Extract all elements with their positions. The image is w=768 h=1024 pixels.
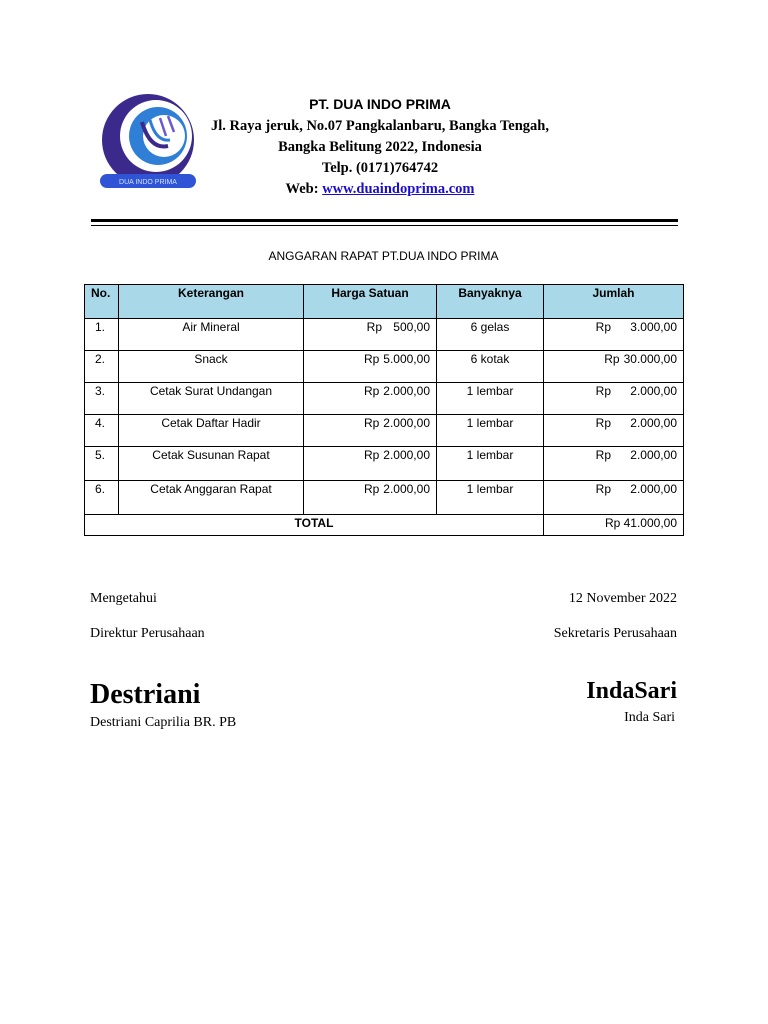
row-qty: 1 lembar xyxy=(437,383,544,415)
row-total xyxy=(544,415,684,447)
price-value: 2.000,00 xyxy=(383,416,430,430)
row-total xyxy=(544,351,684,383)
total-amount: Rp 41.000,00 xyxy=(544,515,684,536)
table-row xyxy=(85,319,684,351)
total-currency: Rp xyxy=(595,320,611,334)
row-no: 4. xyxy=(85,415,119,447)
table-row xyxy=(85,447,684,481)
price-value: 500,00 xyxy=(393,320,430,334)
total-value: 2.000,00 xyxy=(630,448,677,462)
phone: Telp. (0171)764742 xyxy=(321,160,439,176)
table-row xyxy=(85,383,684,415)
total-currency: Rp xyxy=(595,416,611,430)
web-label: Web: xyxy=(285,181,319,197)
row-qty: 1 lembar xyxy=(437,415,544,447)
budget-table xyxy=(84,284,684,536)
row-no: 5. xyxy=(85,447,119,481)
header-keterangan: Keterangan xyxy=(119,285,304,319)
row-price xyxy=(304,415,437,447)
header-no: No. xyxy=(85,285,119,319)
total-value: 2.000,00 xyxy=(630,384,677,398)
table-row xyxy=(85,415,684,447)
director-signature: Destriani xyxy=(90,679,201,710)
row-qty: 6 gelas xyxy=(437,319,544,351)
row-qty: 6 kotak xyxy=(437,351,544,383)
price-currency: Rp xyxy=(366,320,382,334)
price-currency: Rp xyxy=(363,352,380,366)
address-line-2: Bangka Belitung 2022, Indonesia xyxy=(278,139,482,155)
row-price xyxy=(304,447,437,481)
table-row xyxy=(85,481,684,515)
row-qty: 1 lembar xyxy=(437,481,544,515)
row-total xyxy=(544,383,684,415)
header-jumlah: Jumlah xyxy=(544,285,684,319)
row-price xyxy=(304,319,437,351)
row-no: 1. xyxy=(85,319,119,351)
total-row xyxy=(85,515,684,536)
row-item: Cetak Anggaran Rapat xyxy=(119,481,304,515)
total-currency: Rp xyxy=(604,352,620,366)
price-value: 2.000,00 xyxy=(383,384,430,398)
price-currency: Rp xyxy=(363,482,380,496)
company-logo xyxy=(90,92,206,192)
row-total xyxy=(544,319,684,351)
row-total xyxy=(544,447,684,481)
secretary-signature: IndaSari xyxy=(586,678,677,704)
total-currency: Rp xyxy=(595,384,611,398)
header-harga-satuan: Harga Satuan xyxy=(304,285,437,319)
row-no: 6. xyxy=(85,481,119,515)
letterhead xyxy=(205,94,555,200)
total-value: 3.000,00 xyxy=(630,320,677,334)
row-total xyxy=(544,481,684,515)
row-price xyxy=(304,481,437,515)
total-value: 2.000,00 xyxy=(630,416,677,430)
total-value: 2.000,00 xyxy=(630,482,677,496)
divider-thin xyxy=(91,225,678,226)
web-link[interactable]: www.duaindoprima.com xyxy=(322,181,475,197)
web-line xyxy=(205,179,555,200)
price-value: 2.000,00 xyxy=(383,448,430,462)
row-item: Cetak Susunan Rapat xyxy=(119,447,304,481)
row-item: Cetak Daftar Hadir xyxy=(119,415,304,447)
total-currency: Rp xyxy=(595,448,611,462)
table-header-row xyxy=(85,285,684,319)
price-currency: Rp xyxy=(363,384,380,398)
table-row xyxy=(85,351,684,383)
total-value: 30.000,00 xyxy=(623,352,677,366)
price-value: 2.000,00 xyxy=(383,482,430,496)
price-currency: Rp xyxy=(363,416,380,430)
company-name: PT. DUA INDO PRIMA xyxy=(309,96,451,112)
row-item: Air Mineral xyxy=(119,319,304,351)
total-label: TOTAL xyxy=(85,515,544,536)
row-price xyxy=(304,383,437,415)
logo-text: DUA INDO PRIMA xyxy=(119,179,177,186)
row-price xyxy=(304,351,437,383)
price-value: 5.000,00 xyxy=(383,352,430,366)
document-date: 12 November 2022 xyxy=(568,591,677,606)
acknowledged-label: Mengetahui xyxy=(90,591,157,606)
total-currency: Rp xyxy=(595,482,611,496)
director-role: Direktur Perusahaan xyxy=(90,626,205,641)
document-title: ANGGARAN RAPAT PT.DUA INDO PRIMA xyxy=(268,249,499,263)
row-no: 2. xyxy=(85,351,119,383)
secretary-name: Inda Sari xyxy=(624,710,675,725)
row-no: 3. xyxy=(85,383,119,415)
row-item: Cetak Surat Undangan xyxy=(119,383,304,415)
row-qty: 1 lembar xyxy=(437,447,544,481)
director-name: Destriani Caprilia BR. PB xyxy=(90,715,237,730)
price-currency: Rp xyxy=(363,448,380,462)
divider-thick xyxy=(91,219,678,222)
address-line-1: Jl. Raya jeruk, No.07 Pangkalanbaru, Bangka Tengah, xyxy=(210,118,549,134)
row-item: Snack xyxy=(119,351,304,383)
secretary-role: Sekretaris Perusahaan xyxy=(553,626,677,641)
header-banyaknya: Banyaknya xyxy=(437,285,544,319)
